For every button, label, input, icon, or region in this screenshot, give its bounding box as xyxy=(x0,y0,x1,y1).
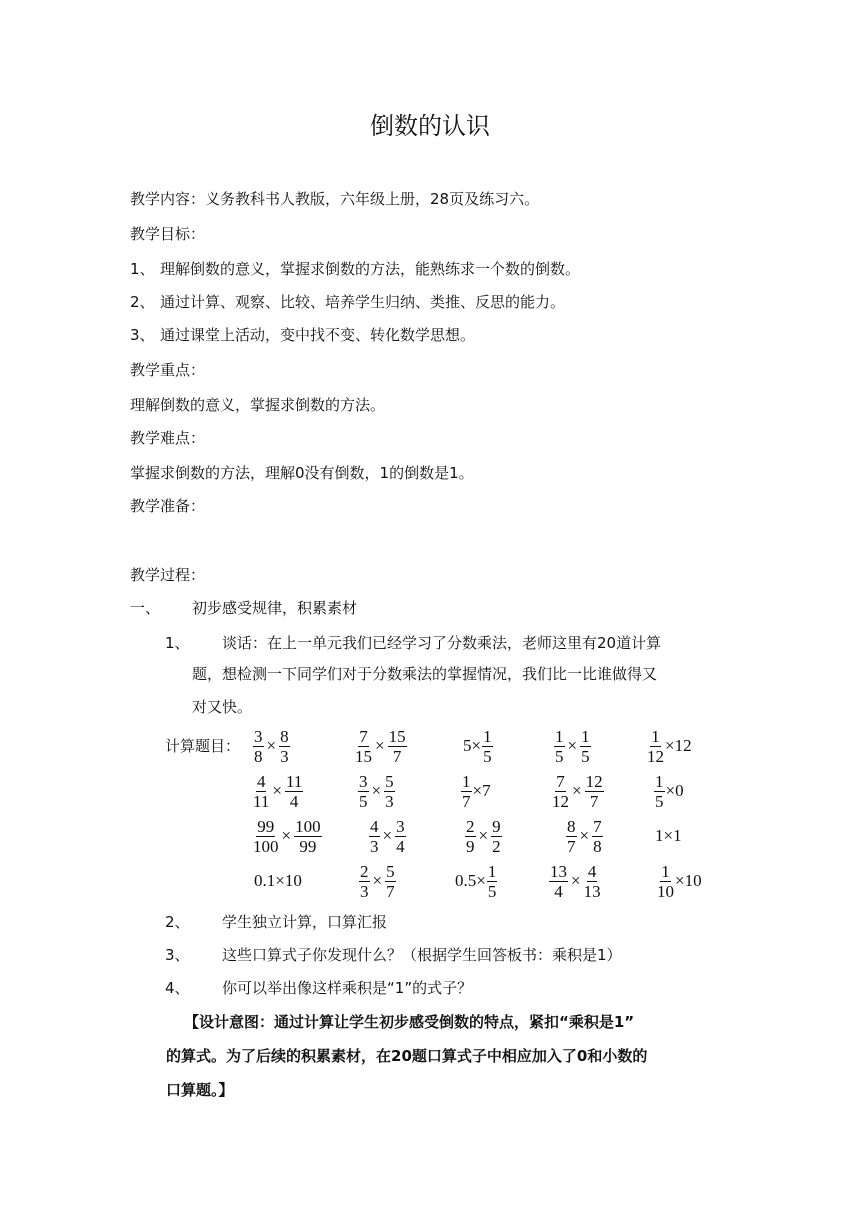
numerator: 4 xyxy=(587,861,597,881)
fraction xyxy=(369,817,380,856)
goal-text: 理解倒数的意义，掌握求倒数的方法，能熟练求一个数的倒数。 xyxy=(160,260,581,278)
numerator: 1 xyxy=(581,726,590,746)
numerator: 15 xyxy=(388,726,406,746)
denominator: 11 xyxy=(253,791,270,811)
fraction xyxy=(487,862,498,901)
fraction xyxy=(253,772,269,811)
page-title: 倒数的认识 xyxy=(370,112,490,140)
numerator: 1 xyxy=(487,861,497,881)
numerator: 3 xyxy=(254,726,263,746)
fraction xyxy=(592,817,603,856)
fraction xyxy=(294,817,322,856)
denominator: 5 xyxy=(581,746,590,766)
times-sign: × xyxy=(382,826,393,845)
fraction xyxy=(355,727,372,766)
numerator: 1 xyxy=(661,861,670,881)
section-number: 一、 xyxy=(130,599,161,617)
problem-expression xyxy=(463,721,494,771)
fraction xyxy=(552,772,569,811)
denominator: 8 xyxy=(593,836,602,856)
times-sign: × xyxy=(571,871,581,890)
numerator: 4 xyxy=(370,816,379,836)
design-intent-text: 口算题。】 xyxy=(166,1081,234,1099)
expression-text: 1×1 xyxy=(655,826,682,845)
denominator: 4 xyxy=(554,881,563,901)
times-sign: × xyxy=(567,736,578,755)
fraction xyxy=(461,772,472,811)
times-sign: × xyxy=(266,736,277,755)
denominator: 15 xyxy=(355,746,372,766)
denominator: 3 xyxy=(385,791,394,811)
problem-expression xyxy=(656,856,702,906)
fraction xyxy=(359,862,370,901)
denominator: 4 xyxy=(289,791,299,811)
expression-text: 0.1×10 xyxy=(254,871,302,890)
fraction xyxy=(285,772,303,811)
problem-expression xyxy=(464,811,503,861)
numerator: 12 xyxy=(585,771,603,791)
numerator: 8 xyxy=(567,816,576,836)
fraction xyxy=(482,727,493,766)
problem-expression xyxy=(357,766,396,816)
times-sign: × xyxy=(572,781,582,800)
denominator: 5 xyxy=(359,791,368,811)
denominator: 3 xyxy=(280,746,289,766)
goals-heading: 教学目标： xyxy=(130,225,206,243)
numerator: 1 xyxy=(651,726,660,746)
fraction xyxy=(549,862,568,901)
fraction xyxy=(395,817,406,856)
expression-lead: 0.5× xyxy=(455,871,486,890)
numerator: 7 xyxy=(593,816,602,836)
numerator: 7 xyxy=(359,726,368,746)
times-sign: × xyxy=(372,871,383,890)
fraction xyxy=(580,727,591,766)
denominator: 7 xyxy=(589,791,599,811)
design-intent-text: 的算式。为了后续的积累素材，在20题口算式子中相应加入了0和小数的 xyxy=(166,1047,648,1065)
expression-lead: 5× xyxy=(463,736,482,755)
denominator: 7 xyxy=(386,881,395,901)
fraction xyxy=(566,817,577,856)
denominator: 5 xyxy=(487,881,497,901)
numerator: 5 xyxy=(386,861,395,881)
numerator: 3 xyxy=(396,816,405,836)
problem-expression xyxy=(653,766,684,816)
numerator: 11 xyxy=(285,771,303,791)
design-intent-text: 【设计意图：通过计算让学生初步感受倒数的特点，紧扣“乘积是1” xyxy=(184,1013,635,1031)
denominator: 8 xyxy=(254,746,263,766)
calc-label: 计算题目： xyxy=(165,737,241,755)
numerator: 9 xyxy=(492,816,501,836)
problem-expression xyxy=(354,721,408,771)
denominator: 9 xyxy=(466,836,475,856)
problem-expression xyxy=(460,766,491,816)
fraction xyxy=(647,727,664,766)
fraction xyxy=(554,727,565,766)
numerator: 1 xyxy=(462,771,471,791)
process-heading: 教学过程： xyxy=(130,566,206,584)
denominator: 5 xyxy=(655,791,664,811)
step-text: 学生独立计算，口算汇报 xyxy=(222,913,388,931)
fraction xyxy=(657,862,674,901)
fraction xyxy=(491,817,502,856)
fraction xyxy=(253,817,279,856)
key-heading: 教学重点： xyxy=(130,361,206,379)
problem-expression xyxy=(646,721,692,771)
denominator: 99 xyxy=(299,836,317,856)
denominator: 2 xyxy=(492,836,501,856)
numerator: 1 xyxy=(555,726,564,746)
times-sign: × xyxy=(579,826,590,845)
times-sign: × xyxy=(375,736,385,755)
goal-text: 通过课堂上活动，变中找不变、转化数学思想。 xyxy=(160,326,476,344)
step-text: 这些口算式子你发现什么？（根据学生回答板书：乘积是1） xyxy=(222,946,622,964)
fraction xyxy=(388,727,407,766)
expression-tail: ×10 xyxy=(675,871,702,890)
numerator: 8 xyxy=(280,726,289,746)
step-number: 3、 xyxy=(165,946,190,964)
denominator: 10 xyxy=(657,881,674,901)
numerator: 2 xyxy=(466,816,475,836)
numerator: 7 xyxy=(556,771,565,791)
expression-tail: ×0 xyxy=(665,781,684,800)
problem-expression xyxy=(368,811,407,861)
fraction xyxy=(585,772,604,811)
numerator: 2 xyxy=(360,861,369,881)
denominator: 13 xyxy=(583,881,601,901)
problem-expression xyxy=(548,856,602,906)
fraction xyxy=(385,862,396,901)
goal-number: 3、 xyxy=(130,326,155,344)
fraction xyxy=(384,772,395,811)
content-line: 教学内容：义务教科书人教版，六年级上册，28页及练习六。 xyxy=(130,190,540,208)
denominator: 4 xyxy=(396,836,405,856)
fraction xyxy=(279,727,290,766)
denominator: 12 xyxy=(552,791,569,811)
problem-expression xyxy=(252,766,304,816)
fraction xyxy=(465,817,476,856)
numerator: 3 xyxy=(359,771,368,791)
numerator: 100 xyxy=(295,816,321,836)
times-sign: × xyxy=(478,826,489,845)
fraction xyxy=(253,727,264,766)
denominator: 7 xyxy=(462,791,471,811)
times-sign: × xyxy=(272,781,282,800)
step-number: 1、 xyxy=(165,634,190,652)
numerator: 5 xyxy=(385,771,394,791)
goal-number: 2、 xyxy=(130,293,155,311)
step-text: 对又快。 xyxy=(192,698,253,716)
denominator: 100 xyxy=(253,836,279,856)
key-text: 理解倒数的意义，掌握求倒数的方法。 xyxy=(130,396,386,414)
problem-expression xyxy=(252,811,323,861)
fraction xyxy=(584,862,601,901)
step-text: 题，想检测一下同学们对于分数乘法的掌握情况，我们比一比谁做得又 xyxy=(192,665,658,683)
denominator: 7 xyxy=(392,746,402,766)
problem-expression xyxy=(551,766,605,816)
denominator: 12 xyxy=(647,746,664,766)
difficult-text: 掌握求倒数的方法，理解0没有倒数，1的倒数是1。 xyxy=(130,464,474,482)
problem-expression xyxy=(358,856,397,906)
problem-expression xyxy=(553,721,592,771)
denominator: 5 xyxy=(483,746,492,766)
expression-tail: ×7 xyxy=(472,781,491,800)
problem-expression xyxy=(252,721,291,771)
denominator: 7 xyxy=(567,836,576,856)
problem-expression xyxy=(254,856,302,906)
numerator: 99 xyxy=(257,816,275,836)
step-number: 4、 xyxy=(165,979,190,997)
expression-tail: ×12 xyxy=(665,736,692,755)
numerator: 1 xyxy=(655,771,664,791)
difficult-heading: 教学难点： xyxy=(130,429,206,447)
denominator: 3 xyxy=(360,881,369,901)
step-text: 谈话：在上一单元我们已经学习了分数乘法，老师这里有20道计算 xyxy=(222,634,662,652)
numerator: 1 xyxy=(483,726,492,746)
times-sign: × xyxy=(281,826,292,845)
step-text: 你可以举出像这样乘积是“1”的式子？ xyxy=(222,979,473,997)
times-sign: × xyxy=(371,781,382,800)
problem-expression xyxy=(655,811,682,861)
numerator: 4 xyxy=(256,771,266,791)
denominator: 5 xyxy=(555,746,564,766)
fraction xyxy=(654,772,665,811)
goal-text: 通过计算、观察、比较、培养学生归纳、类推、反思的能力。 xyxy=(160,293,566,311)
section-title: 初步感受规律，积累素材 xyxy=(192,599,358,617)
denominator: 3 xyxy=(370,836,379,856)
fraction xyxy=(358,772,369,811)
goal-number: 1、 xyxy=(130,260,155,278)
problem-expression xyxy=(455,856,498,906)
numerator: 13 xyxy=(550,861,567,881)
problem-expression xyxy=(565,811,604,861)
step-number: 2、 xyxy=(165,913,190,931)
prep-heading: 教学准备： xyxy=(130,497,206,515)
